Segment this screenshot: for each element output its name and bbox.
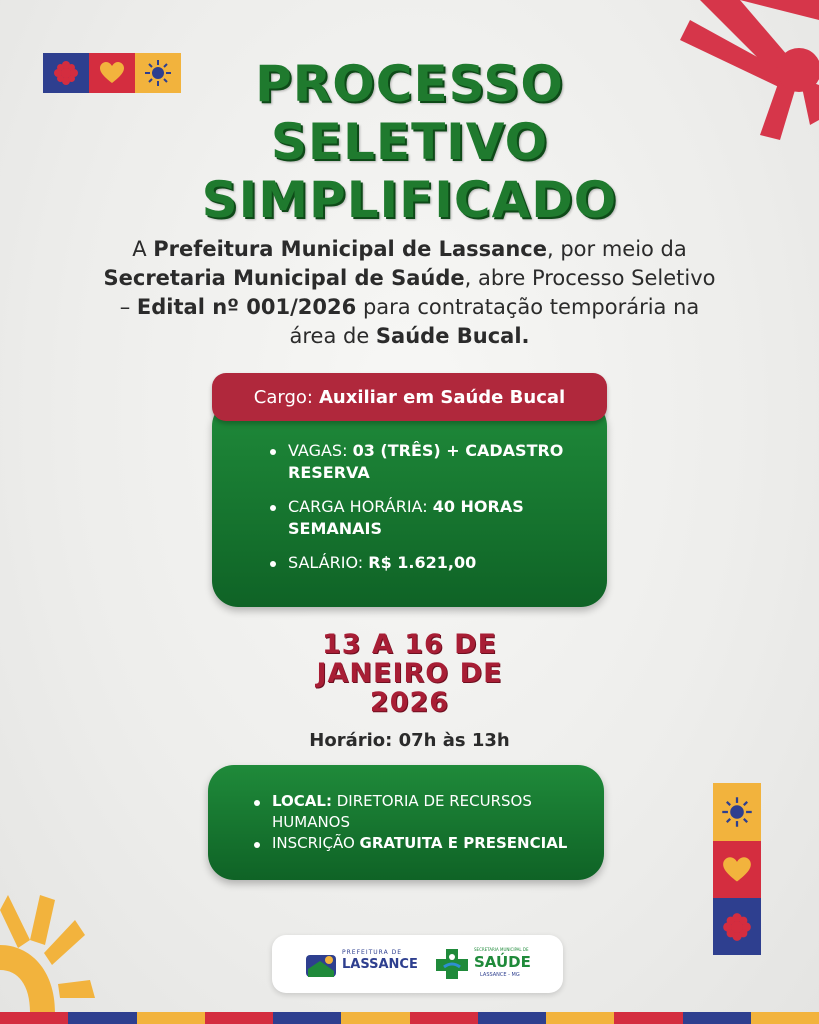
detail-vagas: VAGAS: 03 (TRÊS) + CADASTRO RESERVA: [268, 440, 588, 484]
detail-carga-horaria: CARGA HORÁRIA: 40 HORAS SEMANAIS: [268, 496, 588, 540]
local-item: LOCAL: DIRETORIA DE RECURSOS HUMANOS: [252, 791, 592, 833]
detail-salario: SALÁRIO: R$ 1.621,00: [268, 552, 588, 574]
prefeitura-logo: [304, 947, 418, 983]
saude-name: SAÚDE: [474, 953, 531, 971]
bottom-color-strip: [0, 1012, 819, 1024]
sun-icon: [713, 783, 761, 841]
intro-secretaria: Secretaria Municipal de Saúde: [103, 266, 465, 290]
cargo-header: [212, 373, 607, 421]
page-title: [0, 55, 819, 229]
local-card: [208, 765, 604, 880]
heart-icon: [713, 841, 761, 898]
intro-text: A Prefeitura Municipal de Lassance, por meio da Secretaria Municipal de Saúde, abre Processo Seletivo – Edital nº 001/2026 para contratação temporária na área de Saúde Bucal.: [103, 237, 716, 348]
details-card: [212, 400, 607, 607]
intro-edital: Edital nº 001/2026: [136, 295, 357, 319]
saude-logo: [434, 945, 534, 985]
title-line-3: SIMPLIFICADO: [201, 171, 618, 229]
prefeitura-name: LASSANCE: [342, 957, 418, 972]
cargo-label: Cargo:: [253, 386, 313, 408]
inscription-dates: 13 A 16 DE JANEIRO DE 2026: [316, 629, 503, 718]
cargo-value: Auxiliar em Saúde Bucal: [318, 386, 566, 408]
prefeitura-emblem-icon: [304, 949, 338, 981]
title-line-2: SELETIVO: [270, 113, 549, 171]
horario-text: Horário: 07h às 13h: [309, 730, 510, 751]
decor-tiles-right: [713, 783, 761, 955]
saude-city: LASSANCE - MG: [480, 972, 520, 978]
intro-prefeitura: Prefeitura Municipal de Lassance: [153, 237, 547, 261]
intro-area: Saúde Bucal.: [375, 324, 530, 348]
prefeitura-small-text: PREFEITURA DE: [342, 949, 402, 956]
flower-icon: [713, 898, 761, 955]
inscricao-item: INSCRIÇÃO GRATUITA E PRESENCIAL: [252, 833, 592, 854]
footer-logos: [272, 935, 563, 993]
saude-small-text: SECRETARIA MUNICIPAL DE: [474, 947, 529, 952]
sun-rays-decor: [0, 890, 140, 1012]
health-cross-icon: [434, 947, 470, 981]
title-line-1: PROCESSO: [255, 55, 564, 113]
